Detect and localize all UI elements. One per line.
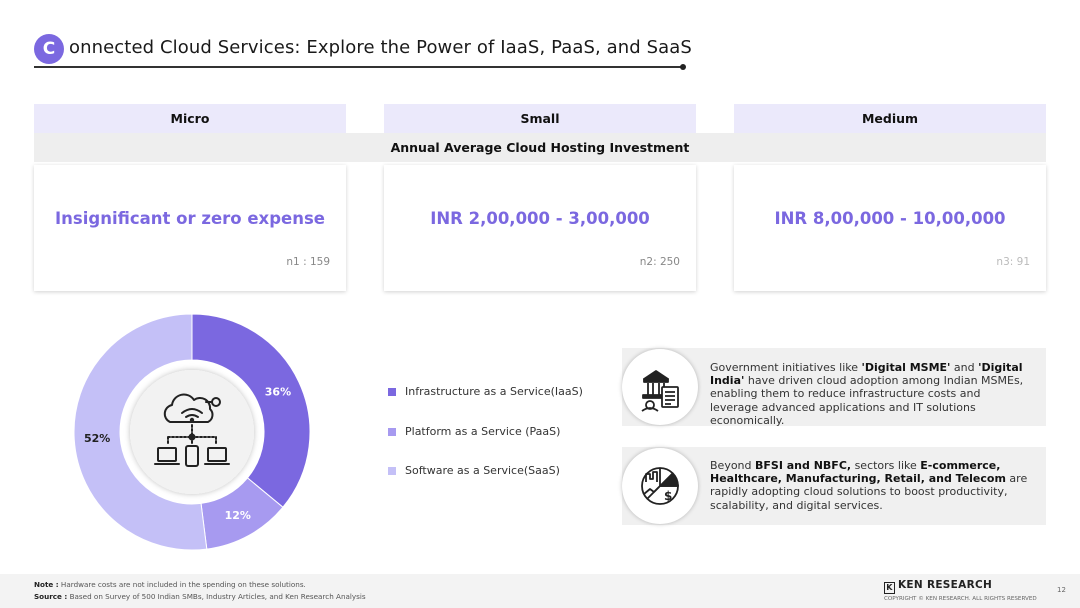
insight-1-segment-3: E-commerce, Healthcare, Manufacturing, Retail, and Telecom bbox=[710, 459, 1006, 486]
page-number: 12 bbox=[1057, 586, 1066, 594]
industry-chart-dollar-icon bbox=[622, 448, 698, 524]
donut-label-iaas: 36% bbox=[264, 385, 292, 399]
card-sample-small: n2: 250 bbox=[639, 256, 680, 268]
insight-1-segment-4: are rapidly adopting cloud solutions to boost productivity, scalability, and digital services. bbox=[710, 472, 1028, 512]
title-underline-dot bbox=[680, 64, 686, 70]
brand-name: KEN RESEARCH bbox=[898, 579, 993, 591]
source-text: Based on Survey of 500 Indian SMBs, Industry Articles, and Ken Research Analysis bbox=[67, 591, 366, 601]
copyright: COPYRIGHT © KEN RESEARCH. ALL RIGHTS RESERVED bbox=[884, 596, 1037, 602]
card-small bbox=[384, 165, 696, 291]
legend-label-paas: Platform as a Service (PaaS) bbox=[405, 424, 561, 438]
legend-label-iaas: Infrastructure as a Service(IaaS) bbox=[405, 385, 583, 398]
insight-0-segment-1: 'Digital MSME' bbox=[861, 361, 951, 374]
insight-0-segment-0: Government initiatives like bbox=[710, 361, 862, 374]
column-header-micro: Micro bbox=[34, 104, 346, 133]
legend-swatch-saas bbox=[388, 467, 396, 475]
insight-text-sectors bbox=[710, 459, 1032, 512]
legend-item-saas bbox=[388, 463, 583, 478]
cloud-services-donut-chart bbox=[70, 310, 314, 554]
card-value-micro: Insignificant or zero expense bbox=[55, 209, 325, 228]
insight-box-sectors bbox=[622, 447, 1046, 525]
insight-0-segment-2: and bbox=[950, 361, 979, 374]
card-value-small: INR 2,00,000 - 3,00,000 bbox=[430, 209, 650, 228]
government-building-document-icon bbox=[622, 349, 698, 425]
legend-swatch-paas bbox=[388, 428, 396, 436]
donut-center-disc bbox=[130, 370, 254, 494]
legend-label-saas: Software as a Service(SaaS) bbox=[405, 464, 560, 477]
card-sample-medium: n3: 91 bbox=[996, 256, 1030, 268]
card-sample-micro: n1 : 159 bbox=[286, 256, 330, 268]
legend-swatch-iaas bbox=[388, 388, 396, 396]
footer-note bbox=[34, 579, 366, 591]
insight-text-government bbox=[710, 361, 1032, 427]
donut-label-saas: 52% bbox=[84, 431, 111, 445]
insight-0-segment-4: have driven cloud adoption among Indian MSMEs, enabling them to reduce infrastructure costs and leverage advanced applications and IT solutions economically. bbox=[710, 374, 1024, 427]
source-label: Source : bbox=[34, 591, 68, 601]
svg-text:$: $ bbox=[664, 489, 673, 503]
insight-box-government bbox=[622, 348, 1046, 426]
page-title: onnected Cloud Services: Explore the Power of IaaS, PaaS, and SaaS bbox=[69, 37, 692, 58]
brand-mark-icon: K bbox=[884, 582, 895, 594]
title-underline bbox=[34, 66, 682, 68]
insight-0-segment-3: 'Digital India' bbox=[710, 361, 1023, 388]
column-header-medium: Medium bbox=[734, 104, 1046, 133]
footer-notes bbox=[34, 579, 366, 602]
footer bbox=[0, 574, 1080, 608]
insight-1-segment-2: sectors like bbox=[851, 459, 921, 472]
note-text: Hardware costs are not included in the spending on these solutions. bbox=[58, 580, 306, 589]
donut-label-paas: 12% bbox=[224, 509, 251, 523]
column-header-small: Small bbox=[384, 104, 696, 133]
card-micro bbox=[34, 165, 346, 291]
legend-item-iaas bbox=[388, 384, 583, 399]
insight-1-segment-0: Beyond bbox=[710, 459, 756, 472]
footer-source bbox=[34, 591, 366, 603]
insight-icon-circle-government bbox=[622, 349, 698, 425]
chart-legend bbox=[388, 384, 583, 503]
title-badge: C bbox=[34, 34, 64, 64]
note-label: Note : bbox=[34, 580, 59, 589]
legend-item-paas bbox=[388, 424, 583, 439]
investment-subheader: Annual Average Cloud Hosting Investment bbox=[34, 133, 1046, 162]
insight-1-segment-1: BFSI and NBFC, bbox=[755, 459, 852, 472]
brand-logo bbox=[884, 579, 992, 594]
slide-title bbox=[34, 34, 692, 70]
card-medium bbox=[734, 165, 1046, 291]
insight-icon-circle-sectors bbox=[622, 448, 698, 524]
card-value-medium: INR 8,00,000 - 10,00,000 bbox=[774, 209, 1006, 228]
